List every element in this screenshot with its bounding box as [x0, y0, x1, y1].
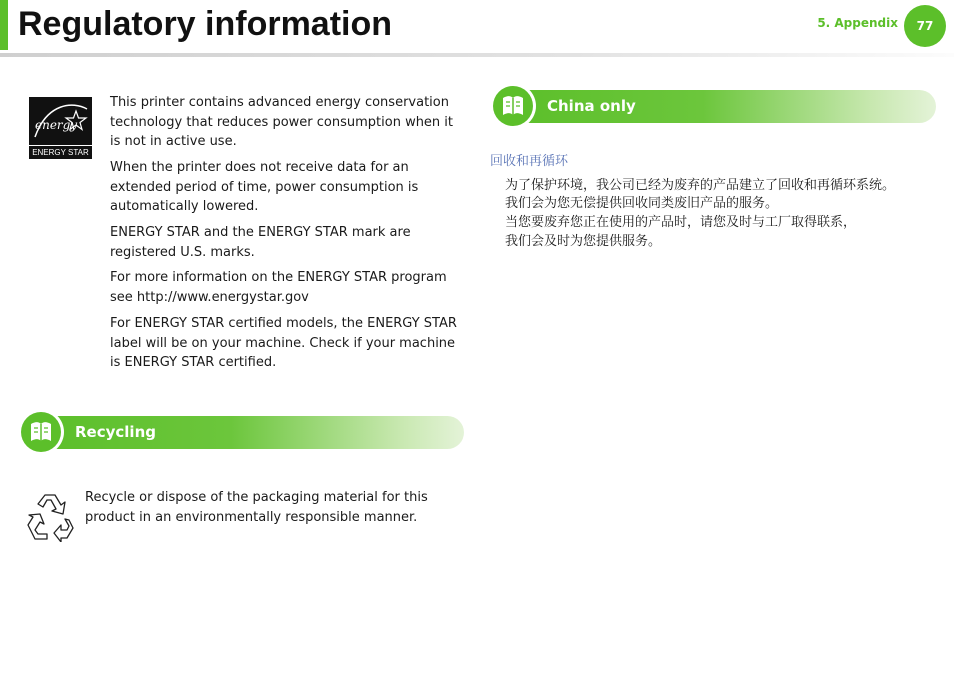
- recycling-text: Recycle or dispose of the packaging material for this product in an environmentally responsible manner.: [85, 490, 428, 525]
- header-accent-bar: [0, 0, 8, 50]
- page-title: Regulatory information: [18, 5, 393, 43]
- china-line-3: 当您要废弃您正在使用的产品时，请您及时与工厂取得联系，: [505, 215, 857, 230]
- china-line-1: 为了保护环境，我公司已经为废弃的产品建立了回收和再循环系统。: [505, 178, 896, 193]
- energy-paragraph-1: This printer contains advanced energy conservation technology that reduces power consumption when it is not in active use.: [110, 95, 454, 149]
- energy-paragraph-2: When the printer does not receive data for an extended period of time, power consumption is automatically lowered.: [110, 160, 419, 214]
- note-book-icon: [489, 82, 537, 130]
- china-subheading: 回收和再循环: [490, 154, 569, 169]
- note-book-icon: [17, 408, 65, 456]
- energy-star-logo: [29, 97, 92, 159]
- page-number-badge: 77: [904, 5, 946, 47]
- energy-paragraph-4: For more information on the ENERGY STAR program see http://www.energystar.gov: [110, 270, 447, 305]
- energy-paragraph-3: ENERGY STAR and the ENERGY STAR mark are registered U.S. marks.: [110, 225, 411, 260]
- recycling-heading: Recycling: [75, 423, 156, 441]
- china-line-4: 我们会及时为您提供服务。: [505, 234, 662, 249]
- energy-star-mark-icon: [29, 97, 92, 146]
- energy-paragraph-5: For ENERGY STAR certified models, the ENERGY STAR label will be on your machine. Check if your machine is ENERGY STAR certified.: [110, 316, 457, 370]
- header-divider: [0, 53, 954, 57]
- energy-star-label: ENERGY STAR: [29, 145, 92, 159]
- china-heading: China only: [547, 97, 636, 115]
- recycle-icon: [25, 492, 75, 542]
- section-label[interactable]: 5. Appendix: [817, 16, 898, 30]
- china-line-2: 我们会为您无偿提供回收同类废旧产品的服务。: [505, 196, 779, 211]
- energy-script-text: energy: [35, 118, 78, 132]
